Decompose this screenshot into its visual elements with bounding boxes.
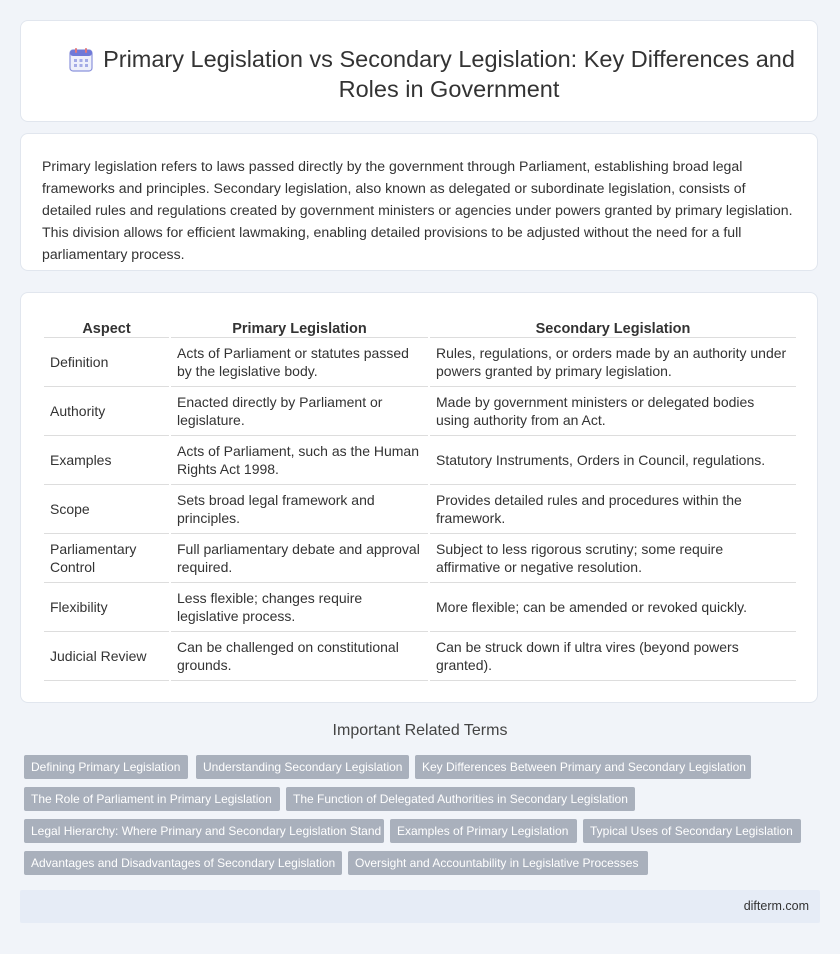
cell-aspect: Definition bbox=[44, 338, 169, 387]
cell-aspect: Flexibility bbox=[44, 583, 169, 632]
cell-secondary: Subject to less rigorous scrutiny; some require affirmative or negative resolution. bbox=[430, 534, 796, 583]
related-term-tag[interactable]: Understanding Secondary Legislation bbox=[196, 755, 409, 779]
cell-aspect: Examples bbox=[44, 436, 169, 485]
cell-aspect: Scope bbox=[44, 485, 169, 534]
table-row bbox=[44, 436, 796, 485]
table-row bbox=[44, 632, 796, 681]
intro-card bbox=[20, 133, 818, 271]
related-term-tag[interactable]: Key Differences Between Primary and Secondary Legislation bbox=[415, 755, 751, 779]
table-row bbox=[44, 387, 796, 436]
table-row bbox=[44, 485, 796, 534]
table-row bbox=[44, 583, 796, 632]
cell-secondary: Statutory Instruments, Orders in Council, regulations. bbox=[430, 436, 796, 485]
cell-primary: Acts of Parliament or statutes passed by the legislative body. bbox=[171, 338, 428, 387]
related-term-tag[interactable]: The Role of Parliament in Primary Legislation bbox=[24, 787, 280, 811]
related-term-tag[interactable]: Legal Hierarchy: Where Primary and Secondary Legislation Stand bbox=[24, 819, 384, 843]
cell-secondary: Provides detailed rules and procedures within the framework. bbox=[430, 485, 796, 534]
cell-secondary: More flexible; can be amended or revoked quickly. bbox=[430, 583, 796, 632]
related-term-tag[interactable]: Oversight and Accountability in Legislative Processes bbox=[348, 851, 648, 875]
related-term-tag[interactable]: Advantages and Disadvantages of Secondary Legislation bbox=[24, 851, 342, 875]
page-title: Primary Legislation vs Secondary Legislation: Key Differences and Roles in Government bbox=[103, 46, 795, 102]
cell-secondary: Rules, regulations, or orders made by an authority under powers granted by primary legislation. bbox=[430, 338, 796, 387]
header-primary: Primary Legislation bbox=[171, 315, 428, 338]
cell-secondary: Made by government ministers or delegated bodies using authority from an Act. bbox=[430, 387, 796, 436]
header-card bbox=[20, 20, 818, 122]
table-row bbox=[44, 534, 796, 583]
related-term-tag[interactable]: Defining Primary Legislation bbox=[24, 755, 188, 779]
comparison-card bbox=[20, 292, 818, 703]
related-term-tag[interactable]: Examples of Primary Legislation bbox=[390, 819, 577, 843]
footer bbox=[20, 890, 820, 923]
cell-secondary: Can be struck down if ultra vires (beyond powers granted). bbox=[430, 632, 796, 681]
intro-paragraph: Primary legislation refers to laws passed directly by the government through Parliament, establishing broad legal frameworks and principles. Secondary legislation, also known as delegated or subordinate legislation, consists of detailed rules and regulations created by government ministers or agencies under powers granted by primary legislation. This division allows for efficient lawmaking, enabling detailed provisions to be adjusted without the need for a full parliamentary process. bbox=[42, 158, 793, 262]
related-terms-title: Important Related Terms bbox=[332, 722, 508, 739]
table-header-row bbox=[44, 315, 796, 338]
cell-aspect: Judicial Review bbox=[44, 632, 169, 681]
cell-primary: Can be challenged on constitutional grounds. bbox=[171, 632, 428, 681]
cell-primary: Less flexible; changes require legislative process. bbox=[171, 583, 428, 632]
cell-aspect: Authority bbox=[44, 387, 169, 436]
cell-aspect: Parliamentary Control bbox=[44, 534, 169, 583]
header-secondary: Secondary Legislation bbox=[430, 315, 796, 338]
related-term-tag[interactable]: Typical Uses of Secondary Legislation bbox=[583, 819, 801, 843]
footer-site-link[interactable]: difterm.com bbox=[743, 899, 809, 913]
related-term-tag[interactable]: The Function of Delegated Authorities in Secondary Legislation bbox=[286, 787, 635, 811]
header-aspect: Aspect bbox=[44, 315, 169, 338]
cell-primary: Enacted directly by Parliament or legislature. bbox=[171, 387, 428, 436]
cell-primary: Acts of Parliament, such as the Human Rights Act 1998. bbox=[171, 436, 428, 485]
table-row bbox=[44, 338, 796, 387]
cell-primary: Sets broad legal framework and principles. bbox=[171, 485, 428, 534]
cell-primary: Full parliamentary debate and approval required. bbox=[171, 534, 428, 583]
comparison-table bbox=[42, 315, 798, 681]
